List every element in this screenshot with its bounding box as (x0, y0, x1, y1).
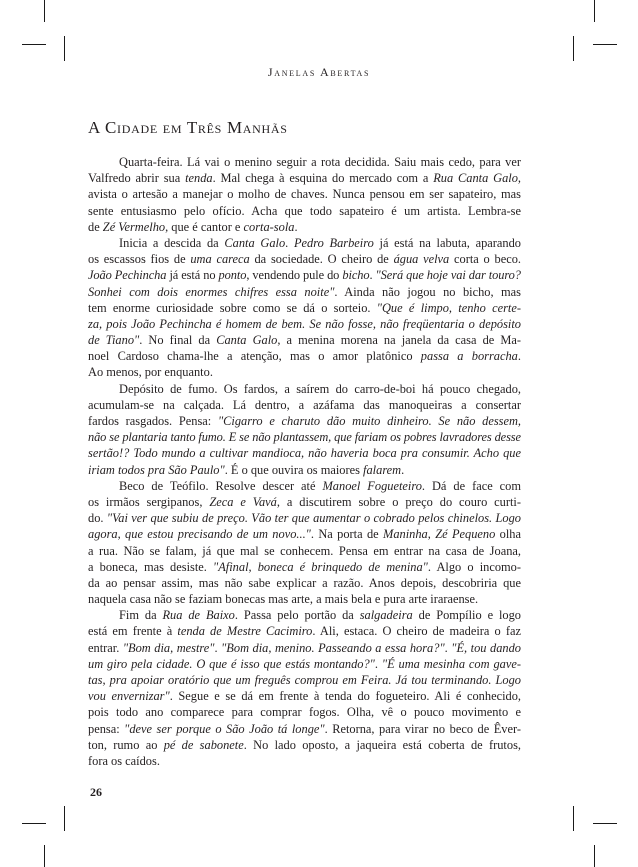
text-line (88, 543, 521, 559)
text-run: . Mal chega à esquina do mercado com a (212, 171, 434, 186)
line-content (88, 267, 521, 283)
text-run: de (88, 219, 103, 234)
italic-text: tas, pra apoiar oratório que um freguês comprou em Feira. Já tou terminando. Logo (88, 673, 521, 687)
text-line (88, 640, 521, 656)
text-run: entrar. (88, 640, 123, 655)
text-line (88, 526, 521, 542)
line-content (88, 494, 521, 510)
text-line (88, 219, 521, 235)
text-line (88, 559, 521, 575)
text-line (88, 284, 521, 300)
italic-text: "É, tou dando (451, 640, 521, 655)
crop-mark (594, 0, 595, 22)
text-run: . (401, 462, 405, 477)
body-text (88, 154, 521, 769)
text-line (88, 170, 521, 186)
italic-text: bicho (342, 268, 370, 283)
text-line (88, 316, 521, 332)
line-content (88, 737, 521, 753)
italic-text: "deve ser porque o São João tá longe" (124, 721, 325, 736)
line-content (88, 462, 404, 478)
crop-mark (64, 806, 65, 831)
line-content (119, 478, 521, 494)
text-run: . (285, 235, 294, 250)
italic-text: vou envernizar" (88, 689, 170, 704)
italic-text: de Tiano" (88, 333, 140, 348)
text-line (88, 186, 521, 202)
text-run: . Ainda não jogou no bicho, mas (334, 284, 522, 299)
italic-text: Rua Canta Galo, (433, 171, 522, 186)
line-content (88, 348, 521, 364)
crop-mark (64, 36, 65, 61)
line-content (88, 526, 521, 542)
text-run: da ao pensar assim, mas não sabe explicar a razão. Anos depois, descobriria que (88, 575, 521, 590)
italic-text: uma careca (190, 252, 250, 267)
line-content (88, 251, 521, 267)
italic-text: tenda de Mestre Cacimiro (177, 624, 313, 639)
text-line (88, 300, 521, 316)
text-line (88, 704, 521, 720)
text-line (88, 332, 521, 348)
italic-text: "Cigarro e charuto dão muito dinheiro. Se não dessem, (217, 414, 522, 428)
text-run: a boneca, mas desiste. (88, 559, 214, 574)
text-line (88, 348, 521, 364)
text-run: , a menina morena na janela da casa de Ma- (277, 333, 521, 348)
italic-text: passa a borracha (420, 349, 518, 364)
line-content (88, 543, 521, 559)
text-run: já está no (166, 268, 219, 283)
text-run: . Dá de face com (421, 478, 521, 493)
line-content (88, 575, 521, 591)
text-run: , a discutirem sobre o preço do couro curti- (276, 494, 521, 509)
text-run: acumulam-se na calçada. Lá dentro, a azáfama das manoqueiras a consertar (88, 397, 521, 412)
crop-mark (594, 845, 595, 867)
text-line (88, 753, 521, 769)
text-run: já está na labuta, aparando (373, 235, 522, 250)
line-content (88, 186, 521, 202)
italic-text: pé de sabonete (163, 737, 244, 752)
italic-text: Sonhei com dois enormes chifres essa noite" (88, 284, 335, 299)
text-run: Ao menos, por enquanto. (88, 365, 213, 380)
running-header: Janelas Abertas (267, 65, 371, 79)
text-run: pensa: (88, 721, 125, 736)
text-run: Fim da (119, 608, 163, 623)
text-run: Valfredo abrir sua (88, 171, 186, 186)
line-content (88, 429, 521, 445)
text-run: de Pompílio e logo (412, 608, 521, 623)
line-content (88, 559, 521, 575)
text-line (88, 623, 521, 639)
crop-mark (44, 0, 45, 22)
italic-text: Manoel Fogueteiro (322, 478, 422, 493)
italic-text: não se plantaria tanto fumo. E se não plantassem, que fariam os pobres lavradores desse (88, 430, 521, 445)
italic-text: iriam todos pra São Paulo" (88, 462, 225, 477)
text-run: os irmãos sergipanos, (88, 494, 210, 509)
text-run: Quarta-feira. Lá vai o menino seguir a rota decidida. Saiu mais cedo, para ver (119, 155, 521, 169)
text-line (88, 510, 521, 526)
line-content (88, 591, 478, 607)
line-content (88, 219, 298, 235)
crop-mark (22, 44, 46, 45)
paragraph (88, 607, 521, 769)
text-run: . No lado oposto, a jaqueira está coberta de frutos, (243, 737, 521, 752)
text-run: . (374, 656, 382, 671)
italic-text: "Bom dia, mestre" (122, 640, 215, 655)
italic-text: Zé Vermelho (102, 219, 166, 234)
text-run: avista o artesão a manejar o molho de chaves. Nunca pensou em ser sapateiro, mas (88, 187, 521, 202)
line-content (88, 704, 521, 720)
text-run: Inicia a descida da (119, 235, 225, 250)
text-run: corta o beco. (449, 252, 521, 267)
italic-text: ponto (218, 268, 247, 283)
line-content (119, 154, 521, 170)
paragraph (88, 381, 521, 478)
line-content (88, 300, 521, 316)
italic-text: Rua de Baixo (162, 608, 235, 623)
paragraph (88, 478, 521, 608)
chapter-title: A Cidade em Três Manhãs (88, 118, 288, 137)
italic-text: falarem (363, 462, 402, 477)
text-run: . Ali, estaca. O cheiro de madeira o faz (312, 624, 522, 639)
text-run: noel Cardoso chama-lhe a atenção, mas o amor platônico (88, 349, 421, 364)
text-run: da sociedade. O cheiro de (249, 252, 394, 267)
line-content (119, 607, 521, 623)
text-run: . (517, 349, 521, 364)
italic-text: agora, que estou precisando de um novo..." (88, 527, 311, 542)
line-content (88, 170, 521, 186)
text-run: . Na porta de (310, 527, 383, 542)
text-run: do. (88, 511, 107, 526)
line-content (88, 413, 521, 429)
italic-text: "Afinal, boneca é brinquedo de menina" (213, 559, 428, 574)
line-content (88, 721, 521, 737)
italic-text: "Vai ver que subiu de preço. Vão ter que aumentar o cobrado pelos chinelos. Logo (106, 511, 521, 526)
page-number: 26 (90, 785, 102, 799)
line-content (88, 397, 521, 413)
text-line (88, 429, 521, 445)
crop-mark (593, 823, 617, 824)
italic-text: Canta Galo (216, 333, 278, 348)
line-content (88, 203, 521, 219)
text-run: Depósito de fumo. Os fardos, a saírem do carro-de-boi há pouco chegado, (119, 381, 521, 396)
crop-mark (44, 845, 45, 867)
text-run: está em frente à (88, 624, 178, 639)
text-run: . (214, 640, 222, 655)
text-run: naquela casa não se faziam bonecas mas arte, a mais bela e pura arte iraraense. (88, 592, 479, 607)
italic-text: Zeca e Vavá (209, 494, 277, 509)
text-run: ton, rumo ao (88, 737, 164, 752)
line-content (88, 445, 521, 461)
text-run: os escassos fios de (88, 252, 191, 267)
italic-text: corta-sola (243, 219, 295, 234)
text-run: . (369, 268, 376, 283)
text-run: . Retorna, para virar no beco de Êver- (324, 721, 521, 736)
text-run: olha (495, 527, 521, 542)
text-line (88, 154, 521, 170)
text-run: , que é cantor e (165, 219, 244, 234)
text-run: , (427, 527, 436, 542)
text-run: fora os caídos. (88, 753, 160, 768)
line-content (119, 235, 521, 251)
text-line (88, 494, 521, 510)
text-run: . Segue e se dá em frente à tenda do fogueteiro. Ali é conhecido, (169, 689, 521, 704)
line-content (88, 688, 521, 704)
text-line (88, 591, 521, 607)
line-content (88, 753, 160, 769)
italic-text: sertão!? Todo mundo a cultivar mandioca, não haveria boca pra consumir. Acho que (88, 446, 521, 461)
line-content (119, 381, 521, 397)
line-content (88, 510, 521, 526)
line-content (88, 284, 521, 300)
line-content (88, 672, 521, 688)
text-run: . (294, 219, 298, 234)
line-content (88, 623, 521, 639)
crop-mark (573, 806, 574, 831)
line-content (88, 656, 521, 672)
text-line (88, 381, 521, 397)
text-run: tem enorme curiosidade sobre como se dá o sorteio. (88, 300, 377, 315)
italic-text: "Será que hoje vai dar touro? (375, 268, 521, 283)
text-line (88, 445, 521, 461)
text-run: pois todo ano comparece para comprar fogos. Olha, vê o pouco movimento e (88, 705, 521, 720)
text-run: . (444, 640, 452, 655)
text-run: . No final da (139, 333, 217, 348)
text-line (88, 267, 521, 283)
text-run: sente entusiasmo pelo ofício. Acha que todo sapateiro é um artista. Lembra-se (88, 203, 521, 218)
text-run: Beco de Teófilo. Resolve descer até (119, 478, 323, 493)
italic-text: João Pechincha (88, 268, 167, 283)
text-line (88, 737, 521, 753)
line-content (88, 364, 213, 380)
text-run: a rua. Não se falam, já que mal se conhecem. Pensa em entrar na casa de Joana, (88, 543, 521, 558)
text-line (88, 672, 521, 688)
text-line (88, 478, 521, 494)
crop-mark (593, 44, 617, 45)
italic-text: "É uma mesinha com gave- (381, 656, 521, 671)
text-line (88, 607, 521, 623)
text-run: fardos rasgados. Pensa: (88, 414, 218, 428)
text-line (88, 397, 521, 413)
italic-text: Pedro Barbeiro (293, 235, 374, 250)
text-line (88, 575, 521, 591)
text-run: . Algo o incomo- (427, 559, 521, 574)
italic-text: "Bom dia, menino. Passeando a essa hora?" (221, 640, 445, 655)
text-line (88, 462, 521, 478)
text-line (88, 251, 521, 267)
text-line (88, 688, 521, 704)
italic-text: um giro pela cidade. O que é isso que estás montando?" (88, 656, 375, 671)
italic-text: Canta Galo (224, 235, 286, 250)
italic-text: Zé Pequeno (435, 527, 496, 542)
italic-text: água velva (393, 252, 450, 267)
crop-mark (22, 823, 46, 824)
italic-text: Maninha (383, 527, 428, 542)
text-line (88, 656, 521, 672)
line-content (88, 640, 521, 656)
line-content (88, 316, 521, 332)
italic-text: tenda (185, 171, 213, 186)
paragraph (88, 154, 521, 235)
text-line (88, 721, 521, 737)
text-run: , vendendo pule do (246, 268, 343, 283)
italic-text: "Que é limpo, tenho certe- (376, 300, 521, 315)
text-line (88, 413, 521, 429)
italic-text: za, pois João Pechincha é homem de bem. Se não fosse, não freqüentaria o depósito (88, 316, 521, 331)
italic-text: salgadeira (359, 608, 413, 623)
text-line (88, 203, 521, 219)
crop-mark (573, 36, 574, 61)
paragraph (88, 235, 521, 381)
text-run: . Passa pelo portão da (234, 608, 360, 623)
text-line (88, 364, 521, 380)
text-run: . É o que ouvira os maiores (224, 462, 364, 477)
text-line (88, 235, 521, 251)
line-content (88, 332, 521, 348)
